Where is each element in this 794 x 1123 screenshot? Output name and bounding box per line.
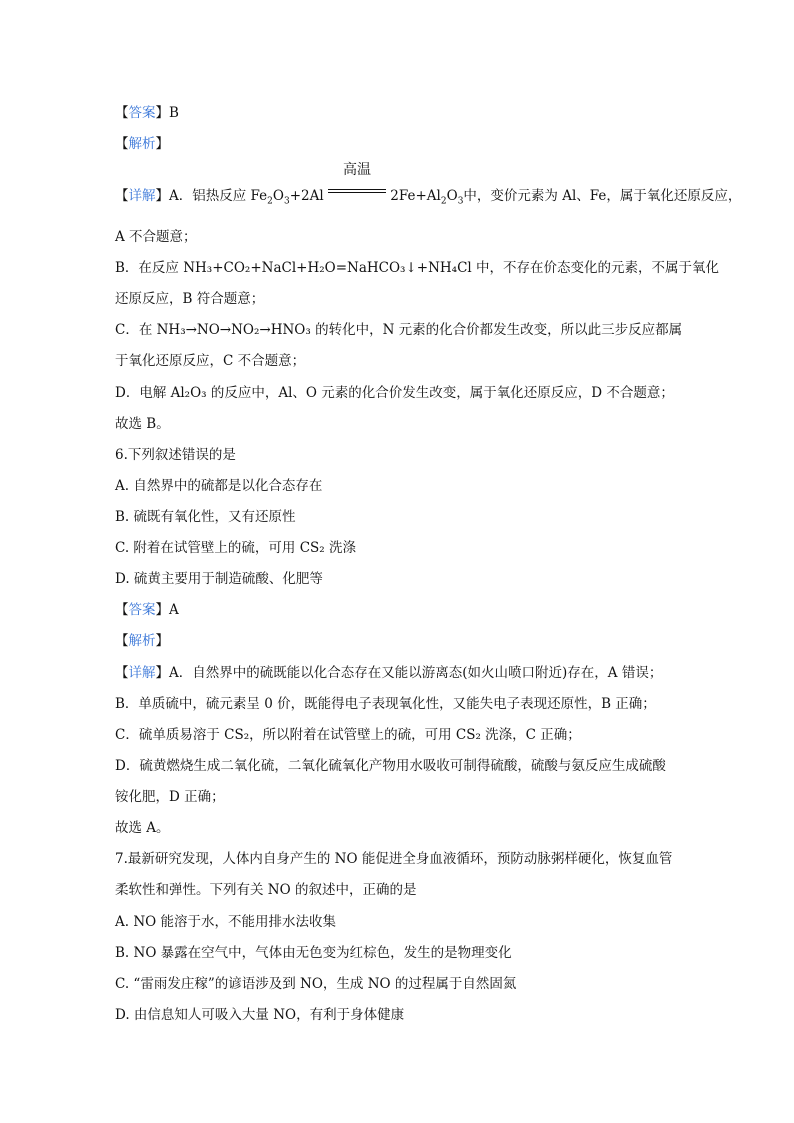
q6-option-d: D. 硫黄主要用于制造硫酸、化肥等 — [115, 571, 323, 587]
q7-stem-1: 7.最新研究发现，人体内自身产生的 NO 能促进全身血液循环，预防动脉粥样硬化，恢复血管 — [115, 851, 673, 867]
q6-answer-line: 【答案】A — [115, 602, 179, 618]
q6-answer-value: A — [169, 602, 179, 618]
q5-detail-a-line: 【详解】A．铝热反应 $Fe_2O_3+2Al$ 高温 $2Fe+Al_2O_3$中，变价元素为 Al、Fe，属于氧化还原反应， — [115, 162, 742, 207]
q5-analysis-heading: 【解析】 — [115, 136, 169, 152]
q5-conclusion: 故选 B。 — [115, 416, 170, 432]
q5-detail-c2: 于氧化还原反应，C 不合题意； — [115, 353, 306, 369]
q6-option-a: A. 自然界中的硫都是以化合态存在 — [115, 478, 323, 494]
q7-option-d: D. 由信息知人可吸入大量 NO，有利于身体健康 — [115, 1007, 405, 1023]
q7-option-c: C. “雷雨发庄稼”的谚语涉及到 NO，生成 NO 的过程属于自然固氮 — [115, 976, 517, 992]
q5-detail-b1: B．在反应 NH₃+CO₂+NaCl+H₂O=NaHCO₃↓+NH₄Cl 中，不存在价态变化的元素，不属于氧化 — [115, 260, 720, 276]
q7-option-b: B. NO 暴露在空气中，气体由无色变为红棕色，发生的是物理变化 — [115, 945, 512, 961]
q6-stem: 6.下列叙述错误的是 — [115, 447, 236, 463]
q6-detail-b: B．单质硫中，硫元素呈 0 价，既能得电子表现氧化性，又能失电子表现还原性，B 正确； — [115, 696, 656, 712]
q5-detail-b2: 还原反应，B 符合题意； — [115, 291, 265, 307]
q7-stem-2: 柔软性和弹性。下列有关 NO 的叙述中，正确的是 — [115, 882, 417, 898]
q5-detail-c1: C．在 NH₃→NO→NO₂→HNO₃ 的转化中，N 元素的化合价都发生改变，所以此三步反应都属 — [115, 322, 683, 338]
q6-conclusion: 故选 A。 — [115, 820, 170, 836]
q5-answer-label: 答案 — [128, 105, 156, 121]
q5-detail-a2: A 不合题意； — [115, 229, 197, 245]
q6-analysis-heading: 【解析】 — [115, 633, 169, 649]
q6-detail-d2: 铵化肥，D 正确； — [115, 789, 225, 805]
q6-detail-a: 【详解】A．自然界中的硫既能以化合态存在又能以游离态(如火山喷口附近)存在，A 错误； — [115, 665, 663, 681]
q6-option-b: B. 硫既有氧化性，又有还原性 — [115, 509, 296, 525]
q5-answer-line: 【答案】B — [115, 105, 179, 121]
q6-option-c: C. 附着在试管壁上的硫，可用 CS₂ 洗涤 — [115, 540, 357, 556]
q5-answer-value: B — [169, 105, 179, 121]
q6-detail-c: C．硫单质易溶于 CS₂，所以附着在试管壁上的硫，可用 CS₂ 洗涤，C 正确； — [115, 727, 581, 743]
reaction-condition-arrow — [328, 162, 386, 200]
q5-detail-d1: D．电解 Al₂O₃ 的反应中，Al、O 元素的化合价发生改变，属于氧化还原反应，D 不合题意； — [115, 385, 674, 401]
q6-detail-d1: D．硫黄燃烧生成二氧化硫，二氧化硫氧化产物用水吸收可制得硫酸，硫酸与氨反应生成硫酸 — [115, 758, 666, 774]
reaction-condition: 高温 — [342, 162, 371, 178]
q7-option-a: A. NO 能溶于水，不能用排水法收集 — [115, 914, 337, 930]
